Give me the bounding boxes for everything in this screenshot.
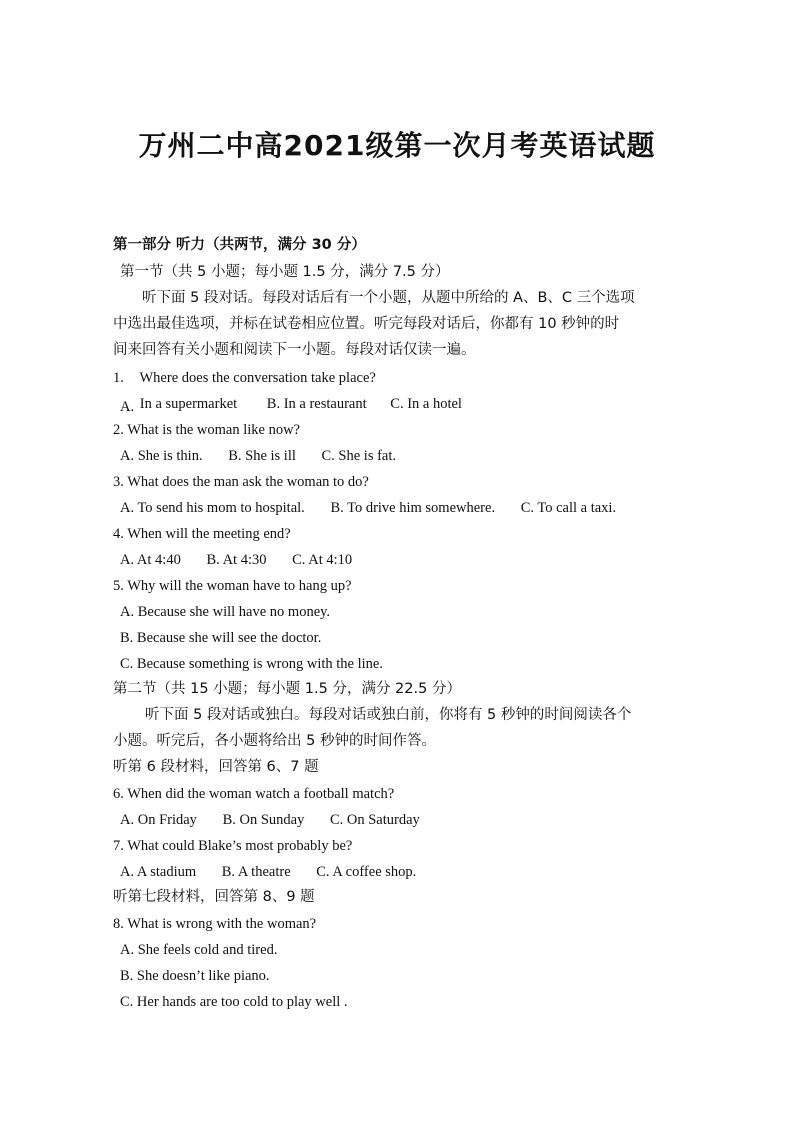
question-2-options bbox=[120, 446, 396, 466]
option-c: C. She is fat. bbox=[321, 448, 397, 464]
section1-heading: 第一节（共 5 小题；每小题 1.5 分，满分 7.5 分） bbox=[120, 264, 450, 280]
question-6: 6. When did the woman watch a football match? bbox=[113, 786, 395, 802]
option-b: B. At 4:30 bbox=[206, 552, 267, 568]
option-b: B. She is ill bbox=[228, 448, 296, 464]
option-a: A. On Friday bbox=[120, 812, 197, 828]
option-c: C. Her hands are too cold to play well . bbox=[120, 994, 348, 1010]
option-a: A. She is thin. bbox=[120, 448, 203, 464]
option-b: B. She doesn’t like piano. bbox=[120, 968, 270, 984]
section2-instruction-line: 听下面 5 段对话或独白。每段对话或独白前，你将有 5 秒钟的时间阅读各个 bbox=[145, 707, 632, 723]
section1-instruction-line: 听下面 5 段对话。每段对话后有一个小题，从题中所给的 A、B、C 三个选项 bbox=[142, 290, 635, 306]
exam-title: 万州二中高2021级第一次月考英语试题 bbox=[138, 129, 656, 162]
question-text: Where does the conversation take place? bbox=[139, 370, 376, 386]
material-6-heading: 听第 6 段材料，回答第 6、7 题 bbox=[113, 759, 319, 775]
section2-instruction-line: 小题。听完后，各小题将给出 5 秒钟的时间作答。 bbox=[113, 733, 436, 749]
question-number: 1. bbox=[113, 370, 124, 386]
option-a: A. A stadium bbox=[120, 864, 197, 880]
option-c: C. On Saturday bbox=[329, 812, 420, 828]
option-c: C. At 4:10 bbox=[292, 552, 353, 568]
option-letter: A. bbox=[120, 399, 135, 415]
option-b: B. On Sunday bbox=[222, 812, 305, 828]
option-a: A. She feels cold and tired. bbox=[120, 942, 278, 958]
section1-instruction-line: 中选出最佳选项，并标在试卷相应位置。听完每段对话后，你都有 10 秒钟的时 bbox=[113, 316, 620, 332]
option-b: B. Because she will see the doctor. bbox=[120, 630, 322, 646]
material-7-heading: 听第七段材料，回答第 8、9 题 bbox=[113, 889, 315, 905]
question-8: 8. What is wrong with the woman? bbox=[113, 916, 317, 932]
question-1-options bbox=[120, 394, 462, 414]
option-c: C. In a hotel bbox=[390, 396, 462, 412]
section1-instruction-line: 间来回答有关小题和阅读下一小题。每段对话仅读一遍。 bbox=[113, 342, 476, 358]
option-a: In a supermarket bbox=[139, 396, 238, 412]
question-7: 7. What could Blake’s most probably be? bbox=[113, 838, 353, 854]
option-b: B. A theatre bbox=[221, 864, 291, 880]
part1-heading: 第一部分 听力（共两节，满分 30 分） bbox=[113, 237, 366, 253]
question-6-options bbox=[120, 810, 420, 830]
question-7-options bbox=[120, 862, 416, 882]
option-a: A. At 4:40 bbox=[120, 552, 181, 568]
question-1 bbox=[113, 368, 376, 388]
option-b: B. In a restaurant bbox=[266, 396, 367, 412]
option-a: A. Because she will have no money. bbox=[120, 604, 331, 620]
question-3-options bbox=[120, 498, 616, 518]
option-a: A. To send his mom to hospital. bbox=[120, 500, 305, 516]
option-b: B. To drive him somewhere. bbox=[330, 500, 496, 516]
question-2: 2. What is the woman like now? bbox=[113, 422, 300, 438]
option-c: C. Because something is wrong with the line. bbox=[120, 656, 383, 672]
section2-heading: 第二节（共 15 小题；每小题 1.5 分，满分 22.5 分） bbox=[113, 681, 461, 697]
question-4-options bbox=[120, 550, 352, 570]
question-3: 3. What does the man ask the woman to do? bbox=[113, 474, 369, 490]
option-c: C. To call a taxi. bbox=[520, 500, 617, 516]
question-5: 5. Why will the woman have to hang up? bbox=[113, 578, 352, 594]
question-4: 4. When will the meeting end? bbox=[113, 526, 291, 542]
option-c: C. A coffee shop. bbox=[316, 864, 417, 880]
